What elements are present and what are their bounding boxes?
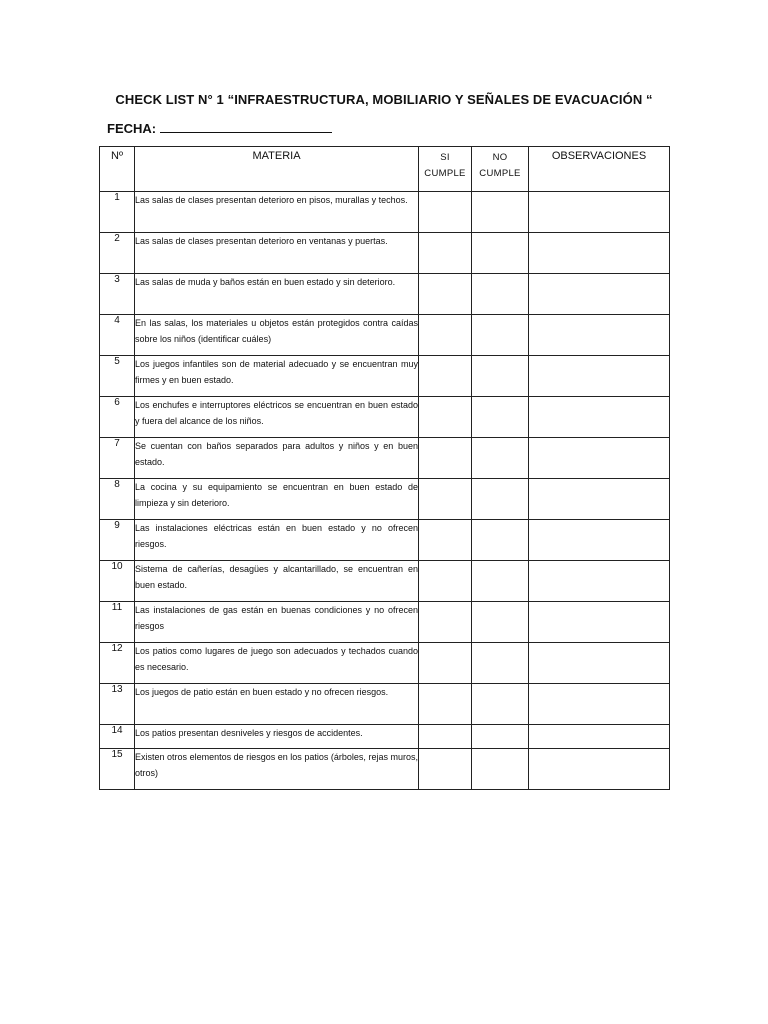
si-cumple-cell[interactable] <box>419 192 472 233</box>
row-materia: Las salas de clases presentan deterioro en ventanas y puertas. <box>135 233 419 274</box>
si-cumple-cell[interactable] <box>419 643 472 684</box>
row-materia: Se cuentan con baños separados para adultos y niños y en buen estado. <box>135 438 419 479</box>
no-cumple-cell[interactable] <box>472 192 529 233</box>
si-cumple-cell[interactable] <box>419 561 472 602</box>
si-cumple-cell[interactable] <box>419 479 472 520</box>
row-number: 11 <box>100 602 135 643</box>
table-row <box>100 479 670 520</box>
row-number: 15 <box>100 749 135 790</box>
fecha-field <box>107 120 332 136</box>
header-si-line2: CUMPLE <box>424 168 466 179</box>
no-cumple-cell[interactable] <box>472 602 529 643</box>
no-cumple-cell[interactable] <box>472 725 529 749</box>
no-cumple-cell[interactable] <box>472 561 529 602</box>
si-cumple-cell[interactable] <box>419 725 472 749</box>
si-cumple-cell[interactable] <box>419 602 472 643</box>
header-number: Nº <box>100 147 135 192</box>
observaciones-cell[interactable] <box>529 438 670 479</box>
observaciones-cell[interactable] <box>529 274 670 315</box>
si-cumple-cell[interactable] <box>419 315 472 356</box>
row-number: 8 <box>100 479 135 520</box>
header-materia: MATERIA <box>135 147 419 192</box>
observaciones-cell[interactable] <box>529 684 670 725</box>
row-number: 13 <box>100 684 135 725</box>
row-number: 9 <box>100 520 135 561</box>
table-row <box>100 356 670 397</box>
table-row <box>100 192 670 233</box>
table-row <box>100 315 670 356</box>
no-cumple-cell[interactable] <box>472 397 529 438</box>
row-materia: Los juegos de patio están en buen estado y no ofrecen riesgos. <box>135 684 419 725</box>
si-cumple-cell[interactable] <box>419 274 472 315</box>
table-header-row <box>100 147 670 192</box>
observaciones-cell[interactable] <box>529 315 670 356</box>
observaciones-cell[interactable] <box>529 397 670 438</box>
header-si-cumple <box>419 147 472 192</box>
row-materia: Las instalaciones eléctricas están en buen estado y no ofrecen riesgos. <box>135 520 419 561</box>
header-no-line2: CUMPLE <box>479 168 521 179</box>
header-no-line1: NO <box>492 152 508 163</box>
observaciones-cell[interactable] <box>529 479 670 520</box>
no-cumple-cell[interactable] <box>472 233 529 274</box>
si-cumple-cell[interactable] <box>419 684 472 725</box>
header-si-line1: SI <box>440 152 450 163</box>
no-cumple-cell[interactable] <box>472 315 529 356</box>
observaciones-cell[interactable] <box>529 356 670 397</box>
checklist-table <box>99 146 670 790</box>
no-cumple-cell[interactable] <box>472 749 529 790</box>
no-cumple-cell[interactable] <box>472 520 529 561</box>
table-row <box>100 438 670 479</box>
row-number: 7 <box>100 438 135 479</box>
si-cumple-cell[interactable] <box>419 397 472 438</box>
row-materia: Las instalaciones de gas están en buenas condiciones y no ofrecen riesgos <box>135 602 419 643</box>
row-number: 10 <box>100 561 135 602</box>
no-cumple-cell[interactable] <box>472 356 529 397</box>
table-row <box>100 397 670 438</box>
row-materia: La cocina y su equipamiento se encuentran en buen estado de limpieza y sin deterioro. <box>135 479 419 520</box>
table-row <box>100 602 670 643</box>
no-cumple-cell[interactable] <box>472 643 529 684</box>
row-materia: Los patios como lugares de juego son adecuados y techados cuando es necesario. <box>135 643 419 684</box>
fecha-label: FECHA: <box>107 121 157 136</box>
si-cumple-cell[interactable] <box>419 749 472 790</box>
header-observaciones: OBSERVACIONES <box>529 147 670 192</box>
observaciones-cell[interactable] <box>529 192 670 233</box>
row-number: 6 <box>100 397 135 438</box>
observaciones-cell[interactable] <box>529 561 670 602</box>
row-materia: Las salas de clases presentan deterioro en pisos, murallas y techos. <box>135 192 419 233</box>
row-materia: Los juegos infantiles son de material adecuado y se encuentran muy firmes y en buen estado. <box>135 356 419 397</box>
row-materia: Las salas de muda y baños están en buen estado y sin deterioro. <box>135 274 419 315</box>
observaciones-cell[interactable] <box>529 725 670 749</box>
no-cumple-cell[interactable] <box>472 438 529 479</box>
row-number: 2 <box>100 233 135 274</box>
row-number: 1 <box>100 192 135 233</box>
row-materia: En las salas, los materiales u objetos están protegidos contra caídas sobre los niños (identificar cuáles) <box>135 315 419 356</box>
table-row <box>100 274 670 315</box>
row-materia: Los enchufes e interruptores eléctricos se encuentran en buen estado y fuera del alcance de los niños. <box>135 397 419 438</box>
observaciones-cell[interactable] <box>529 643 670 684</box>
row-number: 14 <box>100 725 135 749</box>
table-row <box>100 233 670 274</box>
table-row <box>100 749 670 790</box>
observaciones-cell[interactable] <box>529 233 670 274</box>
row-materia: Los patios presentan desniveles y riesgos de accidentes. <box>135 725 419 749</box>
document-title: CHECK LIST N° 1 “INFRAESTRUCTURA, MOBILIARIO Y SEÑALES DE EVACUACIÓN “ <box>115 92 653 107</box>
no-cumple-cell[interactable] <box>472 684 529 725</box>
row-number: 4 <box>100 315 135 356</box>
si-cumple-cell[interactable] <box>419 520 472 561</box>
no-cumple-cell[interactable] <box>472 479 529 520</box>
observaciones-cell[interactable] <box>529 749 670 790</box>
si-cumple-cell[interactable] <box>419 233 472 274</box>
table-row <box>100 643 670 684</box>
observaciones-cell[interactable] <box>529 602 670 643</box>
row-number: 3 <box>100 274 135 315</box>
table-row <box>100 684 670 725</box>
header-no-cumple <box>472 147 529 192</box>
row-materia: Existen otros elementos de riesgos en los patios (árboles, rejas muros, otros) <box>135 749 419 790</box>
row-materia: Sistema de cañerías, desagües y alcantarillado, se encuentran en buen estado. <box>135 561 419 602</box>
si-cumple-cell[interactable] <box>419 438 472 479</box>
observaciones-cell[interactable] <box>529 520 670 561</box>
table-row <box>100 520 670 561</box>
si-cumple-cell[interactable] <box>419 356 472 397</box>
table-row <box>100 561 670 602</box>
row-number: 5 <box>100 356 135 397</box>
fecha-blank-line <box>160 120 332 133</box>
row-number: 12 <box>100 643 135 684</box>
no-cumple-cell[interactable] <box>472 274 529 315</box>
table-row <box>100 725 670 749</box>
